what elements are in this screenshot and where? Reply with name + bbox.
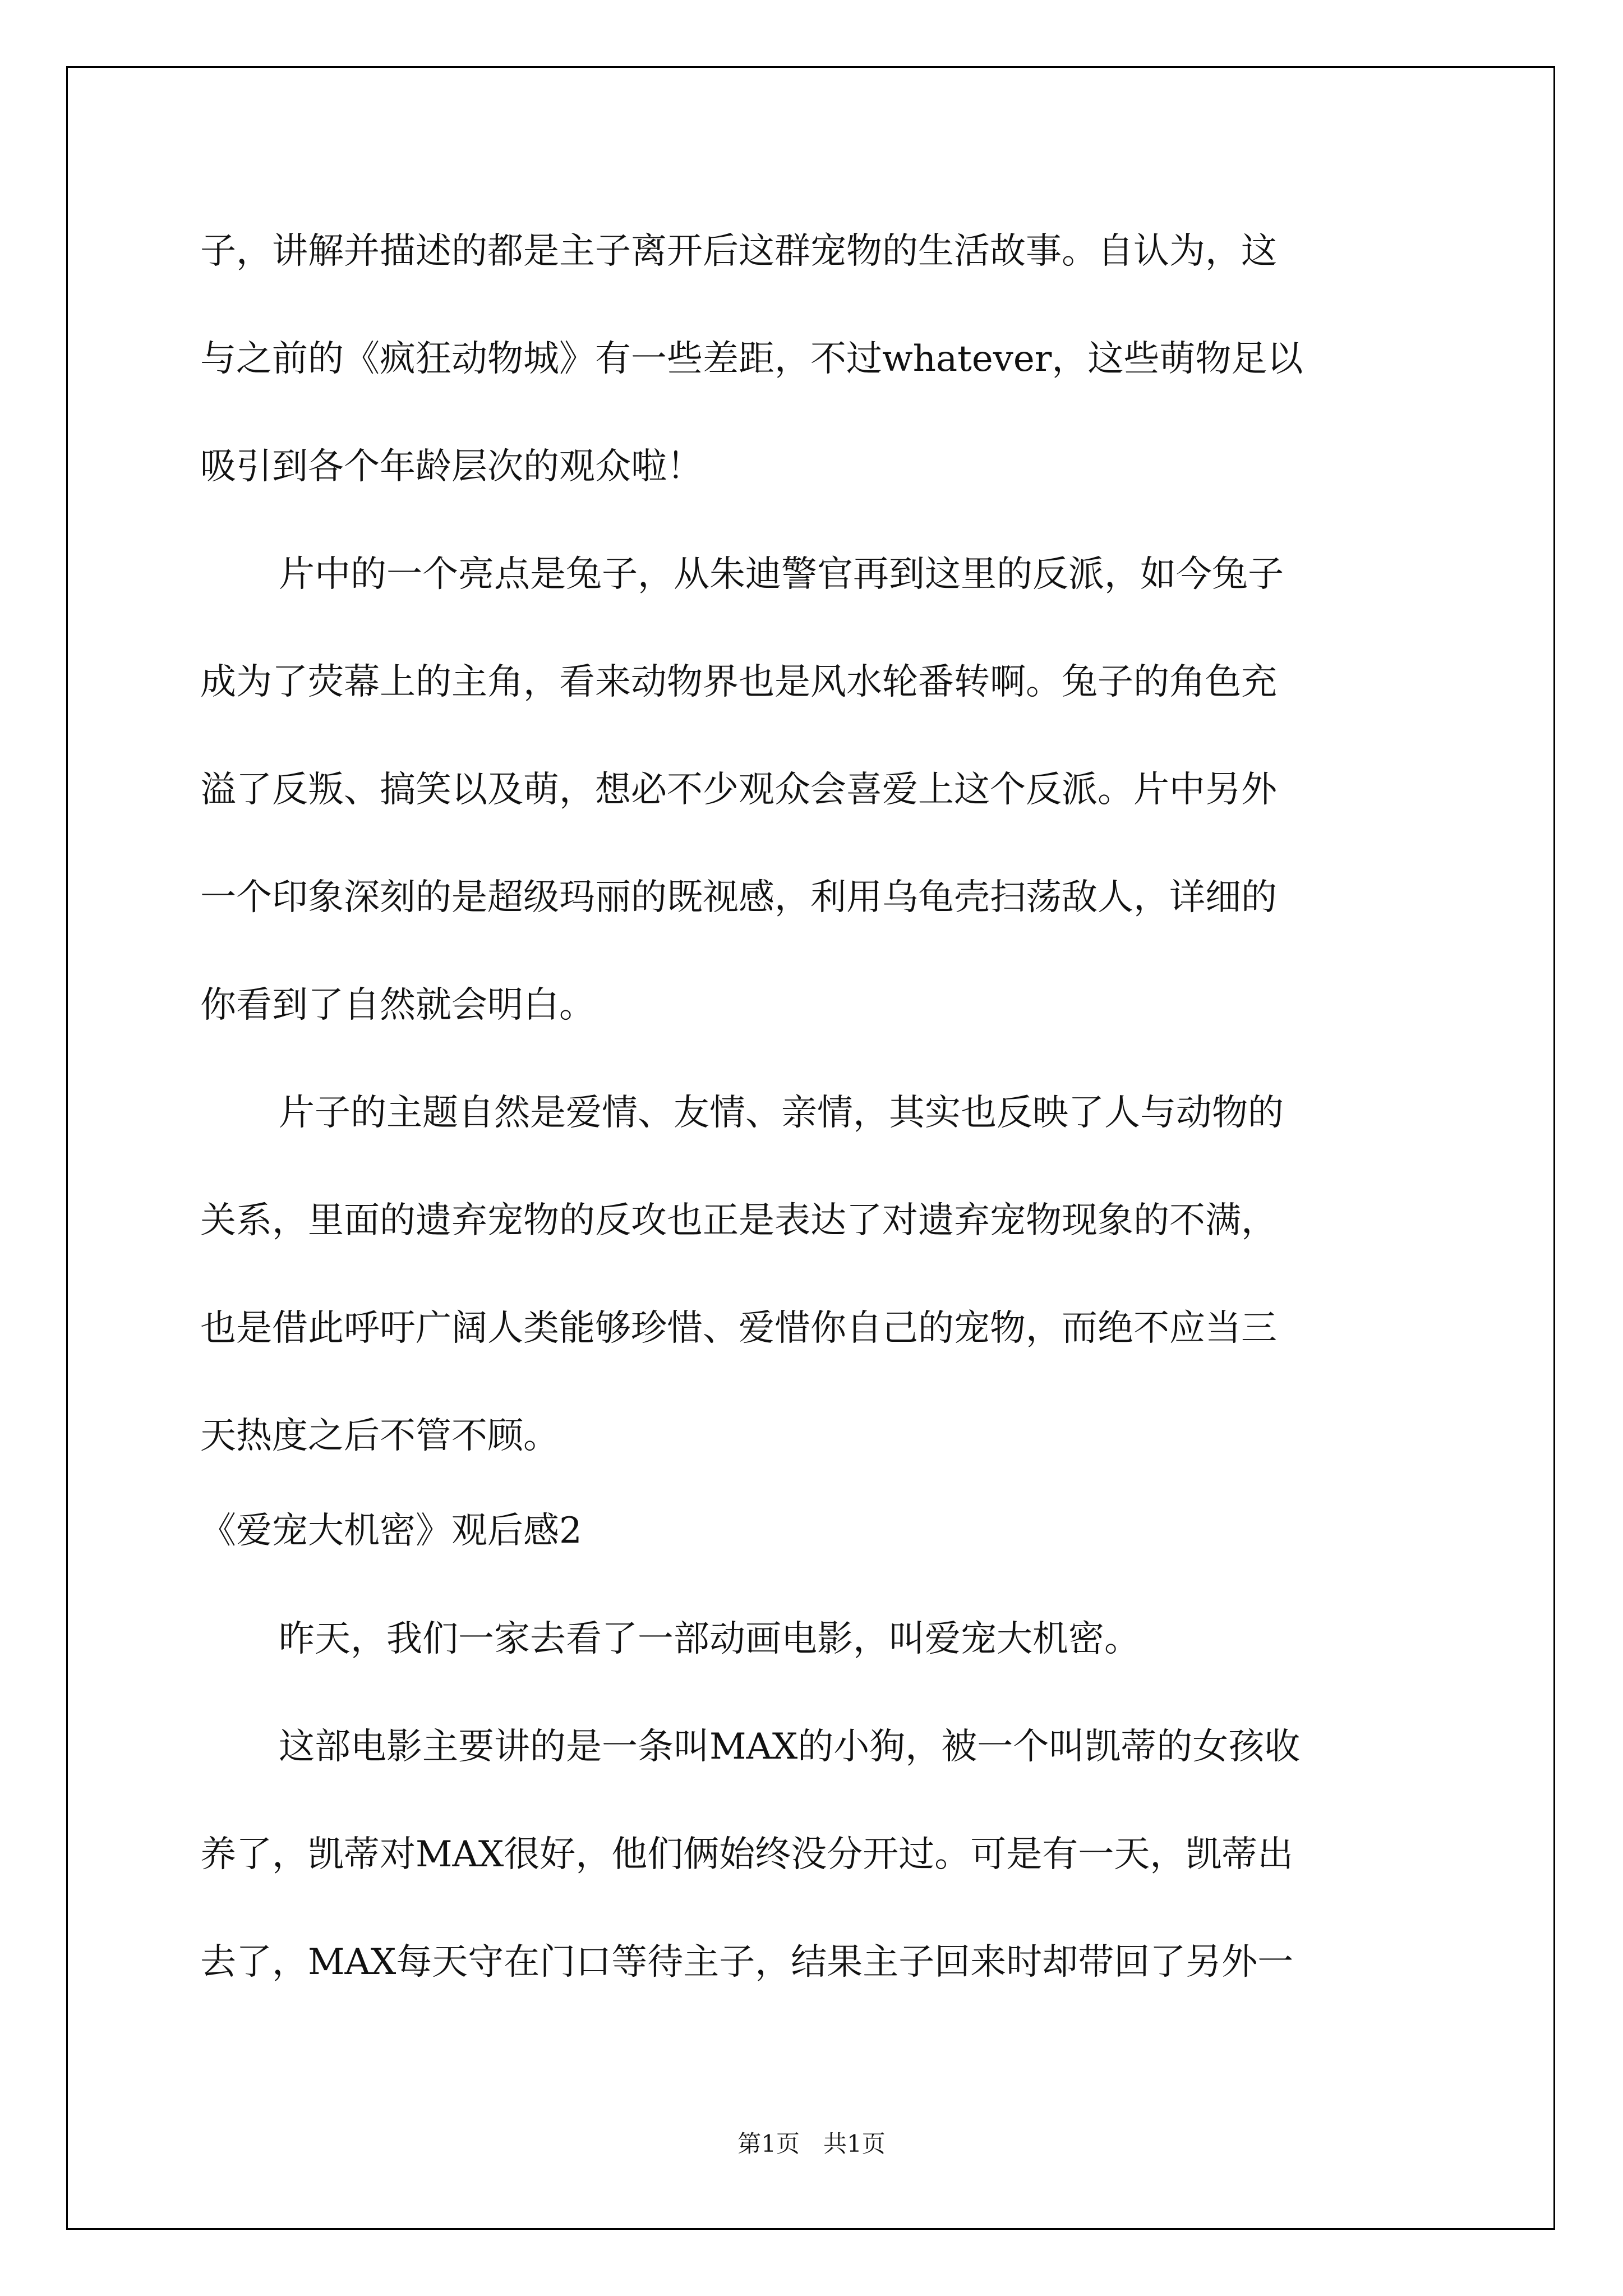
page-footer: 第1页 共1页 <box>737 2130 886 2157</box>
paragraph-3-line-1: 片子的主题自然是爱情、友情、亲情，其实也反映了人与动物的 <box>279 1092 1284 1134</box>
paragraph-2-line-5: 你看到了自然就会明白。 <box>200 984 595 1026</box>
paragraph-5-line-3: 去了，MAX每天守在门口等待主子，结果主子回来时却带回了另外一 <box>200 1941 1294 1983</box>
paragraph-5-line-1: 这部电影主要讲的是一条叫MAX的小狗，被一个叫凯蒂的女孩收 <box>279 1726 1301 1768</box>
text-line-1: 子，讲解并描述的都是主子离开后这群宠物的生活故事。自认为，这 <box>200 231 1277 272</box>
paragraph-3-line-2: 关系，里面的遗弃宠物的反攻也正是表达了对遗弃宠物现象的不满， <box>200 1200 1277 1241</box>
text-line-2: 与之前的《疯狂动物城》有一些差距，不过whatever，这些萌物足以 <box>200 338 1303 380</box>
paragraph-3-line-4: 天热度之后不管不顾。 <box>200 1415 559 1457</box>
text-line-3: 吸引到各个年龄层次的观众啦！ <box>200 446 703 487</box>
paragraph-2-line-2: 成为了荧幕上的主角，看来动物界也是风水轮番转啊。兔子的角色充 <box>200 661 1277 703</box>
paragraph-2-line-3: 溢了反叛、搞笑以及萌，想必不少观众会喜爱上这个反派。片中另外 <box>200 769 1277 811</box>
paragraph-2-line-1: 片中的一个亮点是兔子，从朱迪警官再到这里的反派，如今兔子 <box>279 554 1284 595</box>
page-border <box>66 66 1555 2230</box>
section-heading: 《爱宠大机密》观后感2 <box>200 1510 582 1552</box>
paragraph-5-line-2: 养了，凯蒂对MAX很好，他们俩始终没分开过。可是有一天，凯蒂出 <box>200 1834 1294 1875</box>
paragraph-2-line-4: 一个印象深刻的是超级玛丽的既视感，利用乌龟壳扫荡敌人，详细的 <box>200 877 1277 918</box>
paragraph-3-line-3: 也是借此呼吁广阔人类能够珍惜、爱惜你自己的宠物，而绝不应当三 <box>200 1308 1277 1349</box>
paragraph-4-line-1: 昨天，我们一家去看了一部动画电影，叫爱宠大机密。 <box>279 1618 1140 1660</box>
